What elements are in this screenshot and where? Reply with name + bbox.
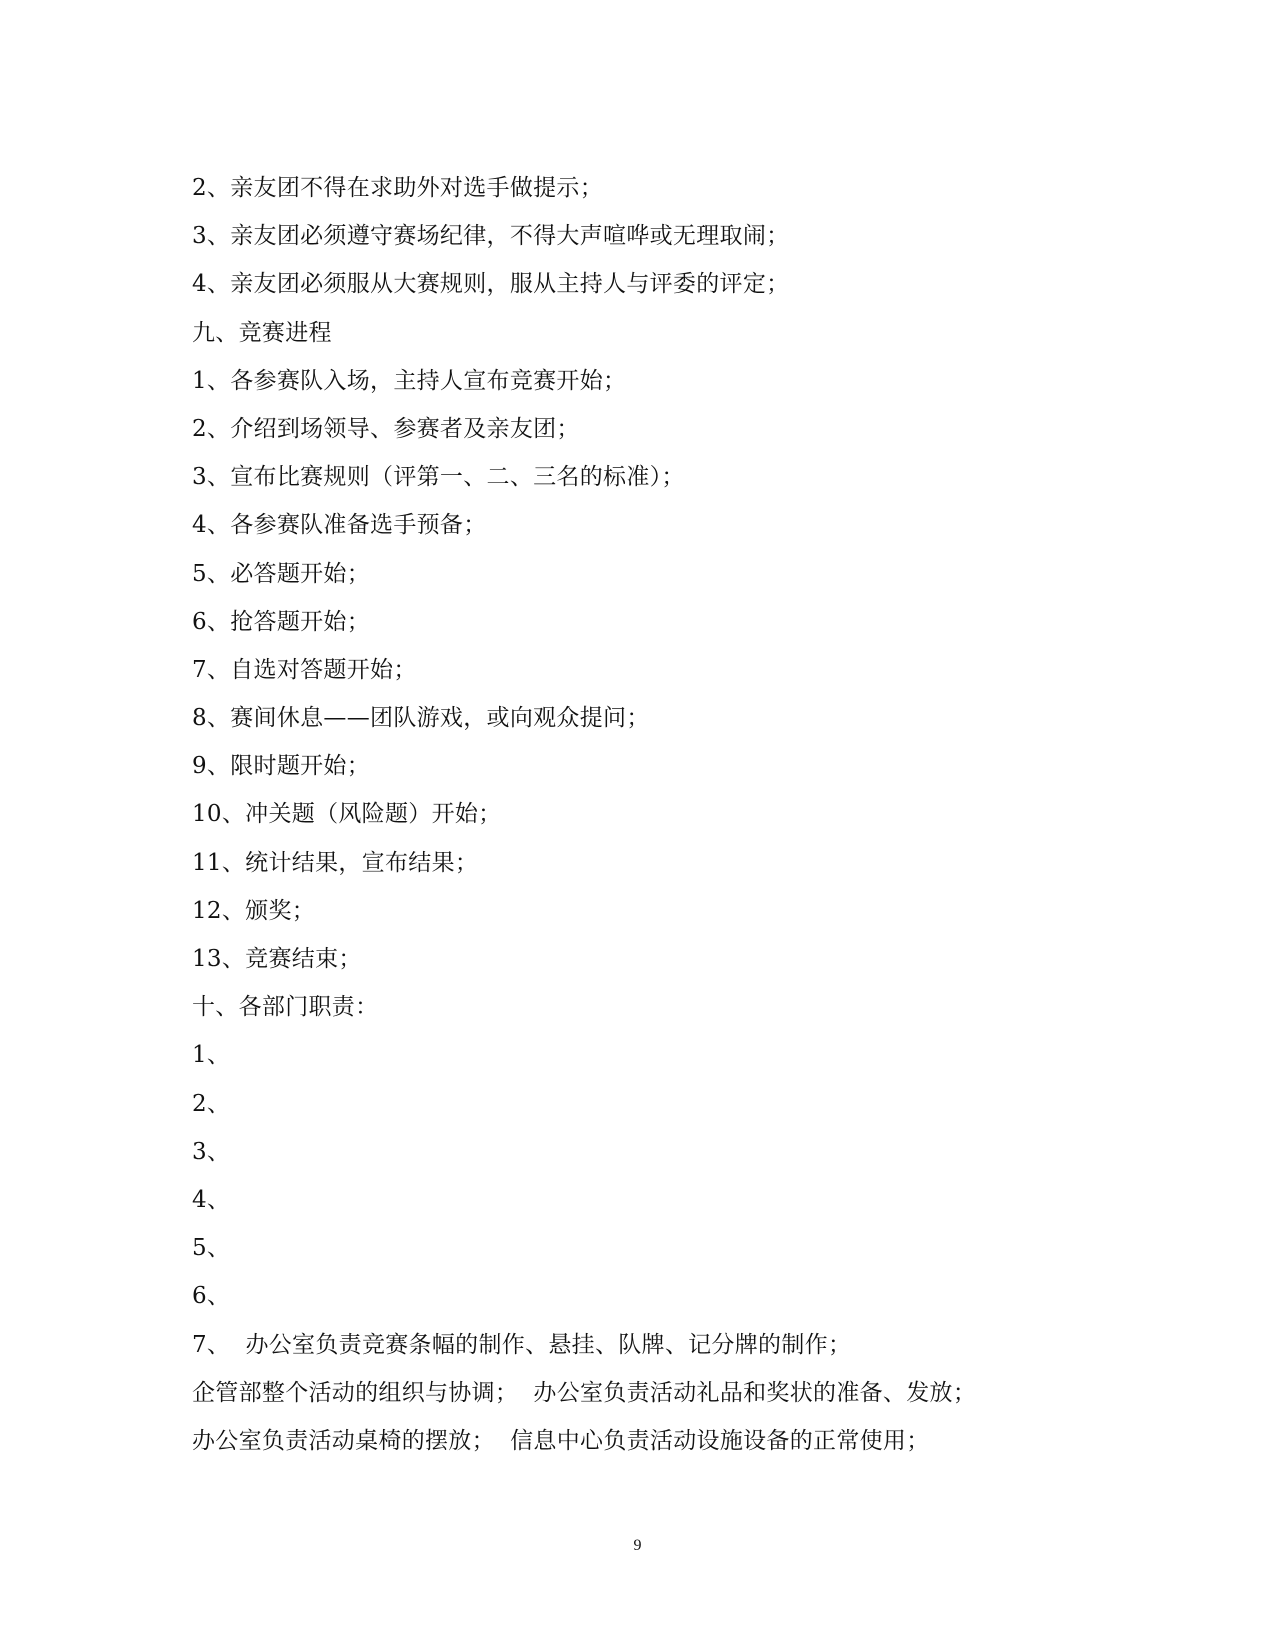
body-line: 4、: [192, 1186, 231, 1213]
body-line: 1、各参赛队入场，主持人宣布竞赛开始；: [192, 367, 627, 394]
body-line: 4、各参赛队准备选手预备；: [192, 512, 487, 539]
body-line: 3、宣布比赛规则（评第一、二、三名的标准）；: [192, 464, 685, 491]
page-number: 9: [633, 1537, 642, 1554]
body-line: 2、亲友团不得在求助外对选手做提示；: [192, 175, 604, 201]
body-line: 2、介绍到场领导、参赛者及亲友团；: [192, 415, 580, 442]
body-line: 3、亲友团必须遵守赛场纪律，不得大声喧哗或无理取闹；: [192, 223, 790, 250]
body-line: 6、抢答题开始；: [192, 608, 371, 635]
body-line: 11、统计结果，宣布结果；: [192, 849, 479, 876]
body-line: 企管部整个活动的组织与协调； 办公室负责活动礼品和奖状的准备、发放；: [192, 1379, 977, 1406]
body-line: 9、限时题开始；: [192, 753, 371, 780]
body-line: 1、: [192, 1042, 231, 1069]
body-line: 3、: [192, 1138, 231, 1165]
document-body: [192, 164, 1092, 1465]
body-line: 8、赛间休息——团队游戏，或向观众提问；: [192, 705, 650, 732]
body-line: 6、: [192, 1283, 231, 1310]
body-line: 5、必答题开始；: [192, 560, 371, 587]
section-heading: 九、竞赛进程: [192, 319, 332, 346]
body-line: 7、自选对答题开始；: [192, 656, 417, 683]
body-line: 5、: [192, 1235, 231, 1262]
body-line: 4、亲友团必须服从大赛规则，服从主持人与评委的评定；: [192, 271, 790, 298]
body-line: 12、颁奖；: [192, 897, 316, 924]
section-heading: 十、各部门职责：: [192, 994, 379, 1021]
body-line: 7、 办公室负责竞赛条幅的制作、悬挂、队牌、记分牌的制作；: [192, 1331, 852, 1358]
body-line: 13、竞赛结束；: [192, 946, 362, 972]
body-line: 2、: [192, 1090, 231, 1117]
body-line: 10、冲关题（风险题）开始；: [192, 801, 502, 828]
body-line: 办公室负责活动桌椅的摆放； 信息中心负责活动设施设备的正常使用；: [192, 1427, 930, 1454]
